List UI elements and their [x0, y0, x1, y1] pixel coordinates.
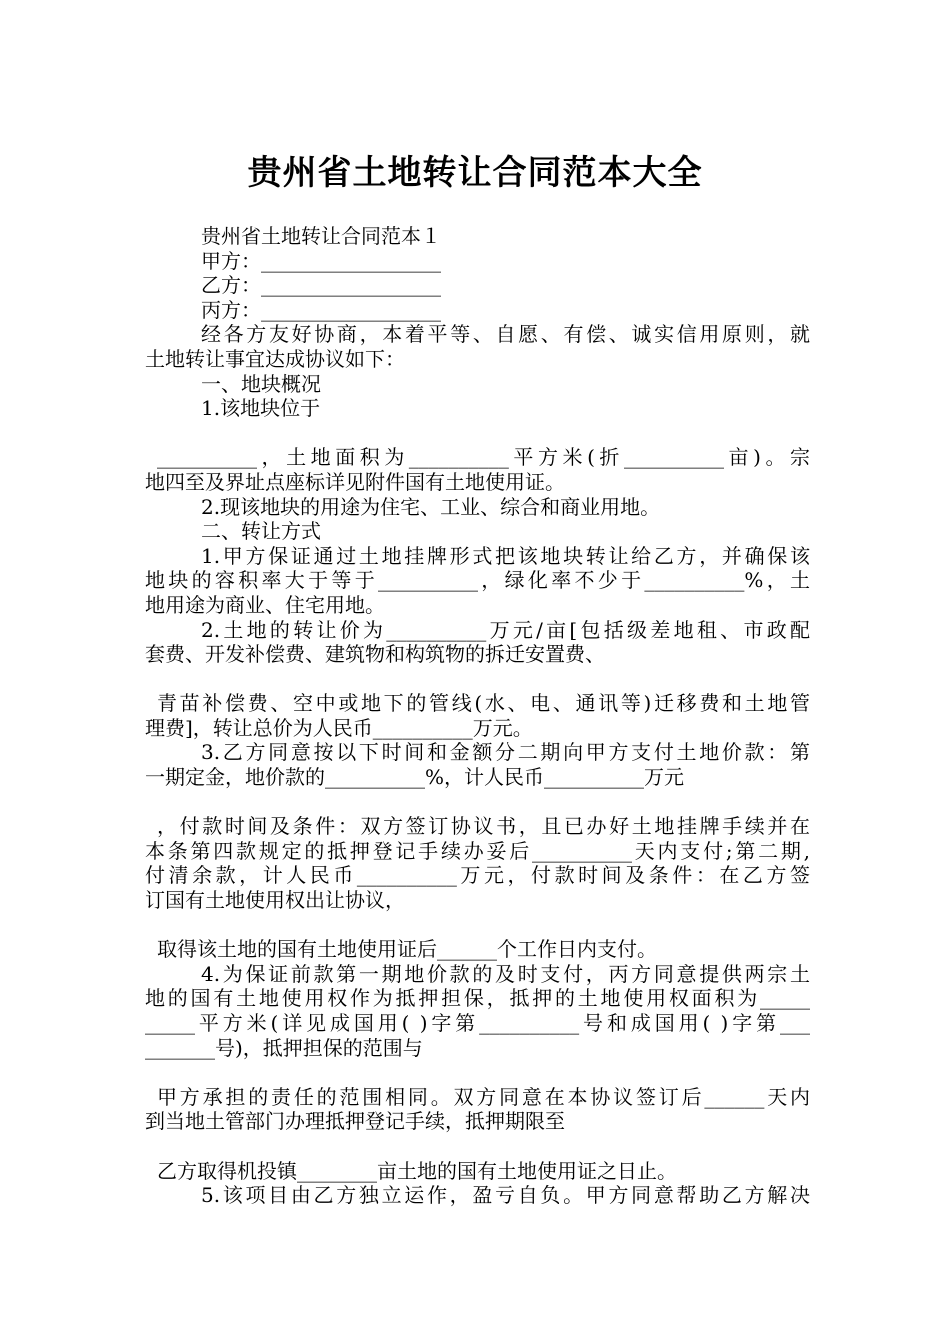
- text-line: 乙方：__________________: [201, 273, 441, 298]
- text-line: 经各方友好协商，本着平等、自愿、有偿、诚实信用原则，就: [201, 322, 810, 347]
- text-line: ，付款时间及条件：双方签订协议书，且已办好土地挂牌手续并在: [157, 814, 810, 839]
- text-line: 套费、开发补偿费、建筑物和构筑物的拆迁安置费、: [145, 642, 605, 667]
- blank-line: [145, 1134, 810, 1159]
- text-line: 青苗补偿费、空中或地下的管线(水、电、通讯等)迁移费和土地管: [157, 691, 810, 716]
- text-line: 地块的容积率大于等于__________，绿化率不少于__________%，土: [145, 568, 810, 593]
- text-line: 取得该土地的国有土地使用证后______个工作日内支付。: [157, 937, 657, 962]
- text-line: 土地转让事宜达成协议如下：: [145, 346, 405, 371]
- blank-line: [145, 790, 810, 815]
- text-line: 5.该项目由乙方独立运作，盈亏自负。甲方同意帮助乙方解决: [201, 1183, 810, 1208]
- text-line: _______号)，抵押担保的范围与: [145, 1035, 423, 1060]
- text-line: _____平方米(详见成国用( )字第__________号和成国用( )字第___: [145, 1011, 810, 1035]
- blank-line: [145, 1060, 810, 1085]
- blank-line: [145, 913, 810, 938]
- text-line: 地用途为商业、住宅用地。: [145, 592, 385, 617]
- text-line: 3.乙方同意按以下时间和金额分二期向甲方支付土地价款：第: [201, 740, 810, 765]
- text-line: __________，土地面积为__________平方米(折__________亩)。宗: [157, 445, 810, 470]
- blank-line: [145, 667, 810, 692]
- text-line: 一、地块概况: [201, 371, 321, 396]
- text-line: 二、转让方式: [201, 519, 321, 544]
- text-line: 付清余款，计人民币__________万元，付款时间及条件：在乙方签: [145, 863, 810, 888]
- text-line: 贵州省土地转让合同范本１: [201, 224, 441, 248]
- text-line: 1.该地块位于: [201, 396, 321, 421]
- text-line: 4.为保证前款第一期地价款的及时支付，丙方同意提供两宗土: [201, 961, 810, 986]
- text-line: 甲方承担的责任的范围相同。双方同意在本协议签订后______天内: [157, 1084, 810, 1109]
- text-line: 地的国有土地使用权作为抵押担保，抵押的土地使用权面积为_____: [145, 986, 810, 1011]
- text-line: 理费]，转让总价为人民币__________万元。: [145, 715, 533, 740]
- document-title: 贵州省土地转让合同范本大全: [247, 152, 703, 193]
- text-line: 地四至及界址点座标详见附件国有土地使用证。: [145, 469, 565, 494]
- blank-line: [145, 421, 810, 446]
- text-line: 2.现该地块的用途为住宅、工业、综合和商业用地。: [201, 494, 661, 519]
- text-line: 2.土地的转让价为__________万元/亩[包括级差地租、市政配: [201, 617, 810, 642]
- text-line: 订国有土地使用权出让协议，: [145, 888, 405, 913]
- document-body: [145, 224, 810, 1208]
- text-line: 乙方取得机投镇________亩土地的国有土地使用证之日止。: [157, 1158, 677, 1183]
- text-line: 一期定金，地价款的__________%，计人民币__________万元: [145, 765, 685, 790]
- text-line: 本条第四款规定的抵押登记手续办妥后__________天内支付;第二期,: [145, 838, 810, 863]
- text-line: 甲方：__________________: [201, 248, 441, 273]
- text-line: 到当地土管部门办理抵押登记手续，抵押期限至: [145, 1109, 565, 1134]
- text-line: 丙方：__________________: [201, 297, 441, 322]
- text-line: 1.甲方保证通过土地挂牌形式把该地块转让给乙方，并确保该: [201, 543, 810, 568]
